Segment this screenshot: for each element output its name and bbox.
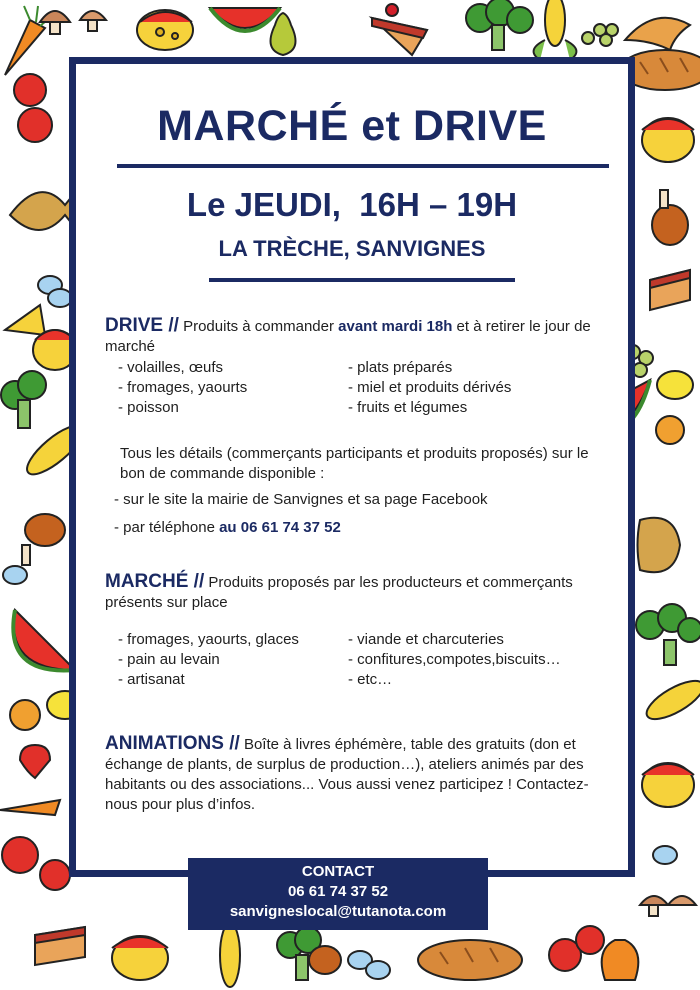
drive-product-item: - fruits et légumes bbox=[348, 399, 468, 416]
marche-product-item: - etc… bbox=[348, 671, 393, 688]
marche-product-item: - viande et charcuteries bbox=[348, 631, 504, 648]
broccoli-icon bbox=[636, 604, 700, 665]
cheese-icon bbox=[642, 763, 694, 807]
drive-products-col-1 bbox=[118, 358, 247, 418]
cake-icon bbox=[35, 927, 85, 965]
drive-product-item: - miel et produits dérivés bbox=[348, 379, 512, 396]
drive-intro bbox=[105, 316, 615, 357]
bread-icon bbox=[418, 940, 522, 980]
carrot-icon bbox=[0, 800, 60, 815]
marche-products-col-1 bbox=[118, 630, 299, 690]
title-divider bbox=[117, 164, 609, 168]
drive-phone-prefix: - par téléphone bbox=[114, 519, 215, 536]
drive-deadline: avant mardi 18h bbox=[338, 318, 453, 335]
mushroom-icon bbox=[40, 11, 70, 34]
fish-icon bbox=[638, 518, 681, 572]
egg-icon bbox=[38, 276, 72, 307]
drive-product-item: - plats préparés bbox=[348, 359, 453, 376]
drive-phone-number[interactable]: au 06 61 74 37 52 bbox=[219, 519, 341, 536]
drive-details: Tous les détails (commerçants participants et produits proposés) sur le bon de commande disponible : bbox=[120, 445, 589, 482]
marche-product-item: - pain au levain bbox=[118, 651, 220, 668]
cheese-icon bbox=[112, 936, 168, 980]
chicken-leg-icon bbox=[22, 514, 65, 565]
broccoli-icon bbox=[1, 371, 46, 428]
location-heading: LA TRÈCHE, SANVIGNES bbox=[218, 236, 486, 261]
contact-phone[interactable]: 06 61 74 37 52 bbox=[287, 883, 389, 900]
animations-label: ANIMATIONS // bbox=[105, 733, 240, 754]
tomato-icon bbox=[14, 74, 52, 142]
egg-icon bbox=[3, 566, 27, 584]
cake-icon bbox=[372, 4, 427, 55]
location-divider bbox=[209, 278, 515, 282]
page-title: MARCHÉ et DRIVE bbox=[157, 102, 547, 150]
flyer-panel bbox=[69, 57, 635, 877]
drive-intro-text-2: et à retirer le jour de marché bbox=[105, 318, 591, 355]
contact-email[interactable]: sanvigneslocal@tutanota.com bbox=[229, 903, 447, 920]
corn-icon bbox=[641, 674, 700, 727]
drive-products-col-2 bbox=[348, 358, 511, 418]
grapes-icon bbox=[582, 24, 618, 46]
drive-product-item: - fromages, yaourts bbox=[118, 379, 248, 396]
fish-icon bbox=[10, 190, 77, 230]
watermelon-icon bbox=[13, 610, 75, 671]
animations-text: Boîte à livres éphémère, table des gratuits (don et échange de plants, de surplus de production…), ateliers animés par des habitants ou des associations... Vous aussi venez participez ! Contactez-nous pour plus d’infos. bbox=[105, 736, 589, 813]
drive-phone-line bbox=[114, 518, 624, 538]
marche-product-item: - artisanat bbox=[118, 671, 185, 688]
marche-label: MARCHÉ // bbox=[105, 571, 205, 592]
day-time-heading: Le JEUDI, 16H – 19H bbox=[186, 186, 518, 223]
cheese-icon bbox=[137, 10, 193, 50]
marche-product-item: - confitures,compotes,biscuits… bbox=[348, 651, 561, 668]
drive-product-item: - poisson bbox=[118, 399, 179, 416]
cheese-icon bbox=[642, 118, 694, 162]
tomato-icon bbox=[549, 926, 604, 971]
contact-heading: CONTACT bbox=[301, 863, 375, 880]
drive-source-site: - sur le site la mairie de Sanvignes et sa page Facebook bbox=[114, 491, 488, 508]
contact-box bbox=[188, 858, 488, 930]
animations-paragraph bbox=[105, 734, 615, 815]
croissant-icon bbox=[625, 18, 690, 50]
egg-icon bbox=[653, 846, 677, 864]
broccoli-icon bbox=[466, 0, 533, 50]
chicken-leg-icon bbox=[652, 190, 688, 245]
pear-icon bbox=[271, 13, 296, 55]
mushroom-icon bbox=[640, 896, 696, 916]
tomato-icon bbox=[2, 837, 70, 890]
cake-icon bbox=[650, 270, 690, 310]
strawberry-icon bbox=[20, 745, 50, 778]
mushroom-icon bbox=[80, 11, 106, 31]
cheese-icon bbox=[5, 305, 77, 370]
marche-products-col-2 bbox=[348, 630, 561, 690]
pepper-icon bbox=[602, 940, 639, 980]
watermelon-icon bbox=[210, 8, 280, 31]
chicken-leg-icon bbox=[309, 946, 341, 974]
drive-product-item: - volailles, œufs bbox=[118, 359, 224, 376]
marche-product-item: - fromages, yaourts, glaces bbox=[118, 631, 299, 648]
marche-intro-text: Produits proposés par les producteurs et commerçants présents sur place bbox=[105, 574, 573, 611]
marche-intro bbox=[105, 572, 615, 613]
drive-label: DRIVE // bbox=[105, 315, 179, 336]
drive-intro-text: Produits à commander bbox=[183, 318, 334, 335]
corn-icon bbox=[534, 0, 577, 60]
corn-icon bbox=[220, 923, 240, 987]
egg-icon bbox=[348, 951, 390, 979]
